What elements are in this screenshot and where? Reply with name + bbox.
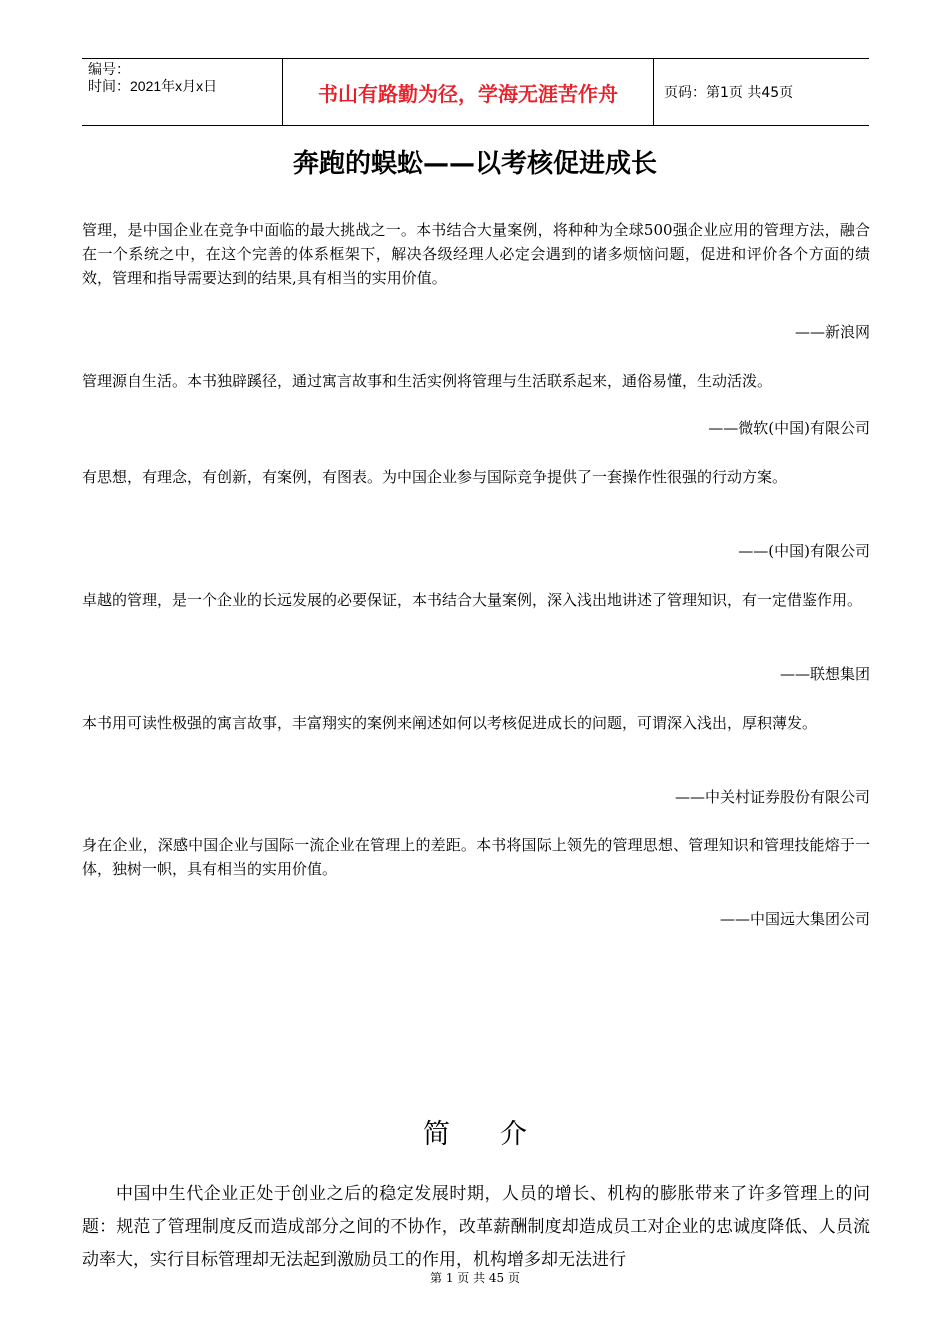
number-label: 编号： [88, 61, 130, 77]
review-text: 身在企业，深感中国企业与国际一流企业在管理上的差距。本书将国际上领先的管理思想、管理知识和管理技能熔于一体，独树一帜，具有相当的实用价值。 [82, 836, 870, 878]
header-meta [88, 61, 284, 95]
header-page-info: 页码：第1页 共45页 [664, 85, 794, 101]
page-header [82, 58, 869, 126]
review-source: ——微软(中国)有限公司 [708, 419, 870, 437]
review-text: 卓越的管理，是一个企业的长远发展的必要保证，本书结合大量案例，深入浅出地讲述了管理知识，有一定借鉴作用。 [82, 591, 863, 609]
review-text: 有思想，有理念，有创新，有案例，有图表。为中国企业参与国际竞争提供了一套操作性很强的行动方案。 [82, 468, 788, 486]
document-title: 奔跑的蜈蚣——以考核促进成长 [292, 149, 657, 179]
review-text: 管理源自生活。本书独辟蹊径，通过寓言故事和生活实例将管理与生活联系起来，通俗易懂，生动活泼。 [82, 372, 773, 390]
review-source: ——联想集团 [779, 665, 870, 683]
section-heading: 简介 [423, 1119, 577, 1150]
review-source: ——(中国)有限公司 [738, 542, 870, 560]
review-text: 管理，是中国企业在竞争中面临的最大挑战之一。本书结合大量案例，将种种为全球500强企业应用的管理方法，融合在一个系统之中，在这个完善的体系框架下，解决各级经理人必定会遇到的诸多烦恼问题，促进和评价各个方面的绩效，管理和指导需要达到的结果,具有相当的实用价值。 [82, 221, 870, 287]
time-label: 时间：2021年x月x日 [88, 78, 218, 94]
intro-paragraph: 中国中生代企业正处于创业之后的稳定发展时期，人员的增长、机构的膨胀带来了许多管理上的问题：规范了管理制度反而造成部分之间的不协作，改革薪酬制度却造成员工对企业的忠诚度降低、人员流动率大，实行目标管理却无法起到激励员工的作用，机构增多却无法进行 [82, 1184, 870, 1270]
header-motto: 书山有路勤为径，学海无涯苦作舟 [318, 81, 618, 106]
review-source: ——中国远大集团公司 [719, 910, 870, 928]
header-divider [653, 59, 654, 125]
review-text: 本书用可读性极强的寓言故事，丰富翔实的案例来阐述如何以考核促进成长的问题，可谓深入浅出，厚积薄发。 [82, 714, 818, 732]
review-source: ——新浪网 [794, 323, 870, 341]
page-footer: 第 1 页 共 45 页 [0, 1270, 950, 1286]
review-source: ——中关村证券股份有限公司 [674, 788, 870, 806]
